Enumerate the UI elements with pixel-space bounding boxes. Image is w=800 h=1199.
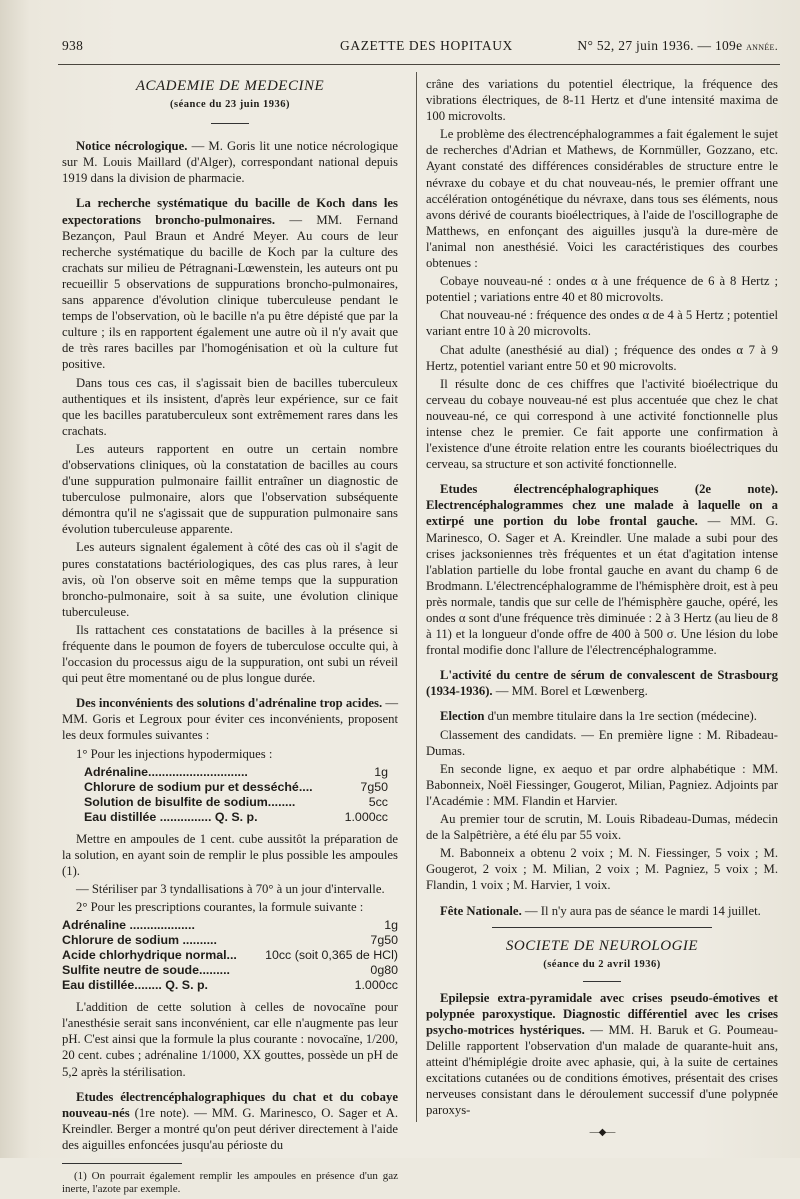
- article-heading: La recherche systématique du bacille de Koch dans les expectorations broncho-pulmonaires.: [62, 196, 398, 227]
- footnote: (1) On pourrait également remplir les ampoules en présence d'un gaz inerte, l'azote par exemple.: [62, 1169, 398, 1196]
- article-fete: [426, 903, 778, 919]
- article-text: d'un membre titulaire dans la 1re section (médecine).: [484, 709, 757, 724]
- paragraph: 1° Pour les injections hypodermiques :: [76, 746, 273, 761]
- paragraph: Mettre en ampoules de 1 cent. cube aussitôt la préparation de la solution, en ayant soin de remplir le plus possible les ampoules (1).: [62, 831, 398, 878]
- paragraph: M. Babonneix a obtenu 2 voix ; M. N. Fiessinger, 5 voix ; M. Gougerot, 2 voix ; M. Milian, 2 voix ; M. Pagniez, 5 voix ; M. Flandin, 1 voix ; M. Harvier, 1 voix.: [426, 846, 778, 893]
- title-rule: [583, 981, 621, 982]
- ingredient: Eau distillée........ Q. S. p.: [62, 978, 208, 993]
- article-text: — MM. Fernand Bezançon, Paul Braun et André Meyer. Au cours de leur recherche systématique du bacille de Koch par la culture des crachats sur milieu de Pétragnani-Lœwenstein, les auteurs ont pu recueillir 5 observations de suppurations broncho-pulmonaires, sans apparence d'évolution clinique tuberculeuse pendant le temps de l'observation, où le bacille n'a pu être dépisté que par la culture ; ils en rapportent également une autre où il n'y avait que de très rares bacilles par l'homogénisation et où la culture fut positive.: [62, 212, 398, 372]
- paragraph: Dans tous ces cas, il s'agissait bien de bacilles tuberculeux authentiques et ils insistent, d'après leur expérience, sur ce fait que les bacilles paratuberculeux sont extrêmement rares dans les crachats.: [62, 375, 398, 438]
- paragraph: crâne des variations du potentiel électrique, la fréquence des vibrations électriques, de 8-11 Hertz et d'une intensité maxima de 100 microvolts.: [426, 77, 778, 124]
- paragraph: En seconde ligne, ex aequo et par ordre alphabétique : MM. Babonneix, Noël Fiessinger, Gougerot, Milian, Pagniez. Adjoints par l'Académie : MM. Flandin et Harvier.: [426, 761, 778, 808]
- ingredient: Adrénaline.............................: [84, 764, 248, 779]
- article-notice: [62, 138, 398, 186]
- article-koch: [62, 195, 398, 372]
- formula-row: [62, 918, 398, 933]
- ingredient: Solution de bisulfite de sodium........: [84, 794, 296, 809]
- section-rule: [492, 927, 712, 928]
- article-heading: Epilepsie extra-pyramidale avec crises pseudo-émotives et polypnée paroxystique. Diagnostic différentiel avec les crises psycho-motrices hystériques.: [426, 990, 778, 1037]
- article-eeg-1: [62, 1089, 398, 1153]
- footnote-rule: [62, 1163, 182, 1164]
- article-text: — M. Goris lit une notice nécrologique sur M. Louis Maillard (d'Alger), correspondant national depuis 1919 dans la division de pharmacie.: [62, 139, 398, 186]
- quantity: 0g80: [370, 963, 398, 978]
- section-title: ACADEMIE DE MEDECINE: [135, 78, 325, 94]
- title-rule: [211, 123, 249, 124]
- article-eeg-2: [426, 481, 778, 658]
- ingredient: Chlorure de sodium ..........: [62, 933, 217, 948]
- page-header: [62, 38, 778, 58]
- formula-row: [62, 933, 398, 948]
- ingredient: Sulfite neutre de soude.........: [62, 963, 230, 978]
- paragraph: Classement des candidats. — En première ligne : M. Ribadeau-Dumas.: [426, 727, 778, 758]
- right-column: [426, 76, 778, 1141]
- article-serum: [426, 667, 778, 699]
- article-heading: Des inconvénients des solutions d'adrénaline trop acides.: [76, 696, 383, 711]
- article-heading: L'activité du centre de sérum de convalescent de Strasbourg (1934-1936).: [426, 668, 778, 699]
- ingredient: Acide chlorhydrique normal...: [62, 948, 237, 963]
- article-epilepsie: [426, 990, 778, 1119]
- article-text: — MM. Goris et Legroux pour éviter ces inconvénients, proposent les deux formules suivantes :: [62, 696, 399, 743]
- journal-title: GAZETTE DES HOPITAUX: [340, 38, 513, 53]
- paragraph: Les auteurs signalent également à côté des cas où il s'agit de pures constatations bactériologiques, des cas plus rares, à leur avis, où l'on observe soit en même temps que la suppuration broncho-pulmonaire, soit à sa suite, une évolution clinique tuberculeuse.: [62, 540, 398, 619]
- ingredient: Eau distillée ............... Q. S. p.: [84, 809, 258, 824]
- issue-date: N° 52, 27 juin 1936. — 109e: [577, 38, 743, 53]
- quantity: 7g50: [370, 933, 398, 948]
- formula-row: [84, 795, 388, 810]
- ingredient: Chlorure de sodium pur et desséché....: [84, 779, 313, 794]
- paragraph: Au premier tour de scrutin, M. Louis Ribadeau-Dumas, médecin de la Salpêtrière, a été élu par 55 voix.: [426, 812, 778, 843]
- formula-2: [62, 918, 398, 993]
- formula-row: [62, 963, 398, 978]
- paragraph: 2° Pour les prescriptions courantes, la formule suivante :: [76, 900, 364, 915]
- issue-info: [577, 38, 778, 54]
- article-election: [426, 708, 778, 724]
- quantity: 10cc (soit 0,365 de HCl): [265, 948, 398, 963]
- formula-row: [62, 948, 398, 963]
- header-rule: [58, 64, 780, 65]
- column-divider: [416, 72, 417, 1122]
- end-ornament: —◆—: [589, 1126, 615, 1138]
- quantity: 1g: [374, 764, 388, 779]
- quantity: 1.000cc: [354, 978, 398, 993]
- article-heading: Etudes électrencéphalographiques (2e note). Electrencéphalogrammes chez une malade à laquelle on a extirpé une portion du lobe frontal gauche.: [426, 482, 778, 529]
- article-heading: Fête Nationale.: [440, 903, 522, 918]
- article-text: (1re note). — MM. G. Marinesco, O. Sager et A. Kreindler. Berger a montré qu'on peut dériver directement à l'aide des aiguilles enfoncées jusqu'au périoste du: [62, 1105, 398, 1152]
- paragraph: Chat nouveau-né : fréquence des ondes α de 4 à 5 Hertz ; potentiel variant entre 10 à 20 microvolts.: [426, 308, 778, 339]
- page-number: 938: [62, 38, 84, 53]
- article-heading: Notice nécrologique.: [76, 139, 188, 154]
- article-text: — Il n'y aura pas de séance le mardi 14 juillet.: [521, 903, 761, 918]
- article-heading: Etudes électrencéphalographiques du chat et du cobaye nouveau-nés: [62, 1089, 398, 1120]
- ingredient: Adrénaline ...................: [62, 918, 195, 933]
- paragraph: Ils rattachent ces constatations de bacilles à la présence si fréquente dans le poumon de foyers de tuberculose occulte qui, à l'occasion du processus aigu de la suppuration, ont subi un réveil qui peut être momentané ou de plus longue durée.: [62, 622, 398, 686]
- quantity: 1.000cc: [344, 809, 388, 824]
- section-title: SOCIETE DE NEUROLOGIE: [505, 937, 699, 954]
- formula-1: [62, 765, 388, 825]
- formula-row: [84, 780, 388, 795]
- paragraph: Le problème des électrencéphalogrammes a fait également le sujet de recherches d'Adrian et Mathews, de Kornmüller, Gozzano, etc. Ayant constaté des différences considérables de structure entre le névraxe du cobaye et du chat nouveau-nés, le premier offrant une accélération ontogénétique du névraxe, dans tous ses éléments, nous avons dérivé de courants bioélectriques, à l'aide de l'oscillographe de Matthews, en enfonçant des aiguilles jusqu'à la dure-mère de l'animal non anesthésié. Voici les caractéristiques des courbes obtenues :: [426, 127, 778, 271]
- article-text: — MM. G. Marinesco, O. Sager et A. Kreindler. Une malade a subi pour des crises jacksoniennes très fréquentes et un état d'agitation intense l'ablation partielle du lobe frontal gauche en avant du champ 6 de Brodmann. L'électrencéphalogramme de l'hémisphère droit, est à peu près normale, tandis que sur celle de l'hémisphère gauche, opéré, les ondes α sont d'une fréquence très diminuée : 2 à 3 Hertz (au lieu de 8 à 11) et la longueur d'onde offre de 400 à 500 σ. Une lésion du lobe frontal modifie donc l'allure de l'électrencéphalogramme.: [426, 514, 778, 658]
- quantity: 5cc: [368, 794, 388, 809]
- formula-row: [62, 978, 398, 993]
- paragraph: L'addition de cette solution à celles de novocaïne pour l'anesthésie serait sans inconvénient, car elle n'augmente pas leur pH. C'est ainsi que la formule la plus courante : novocaïne, 1/200, 20 cent. cubes ; adrénaline 1/1000, XX gouttes, possède un pH de 5,2 après la stérilisation.: [62, 1000, 398, 1079]
- article-text: — MM. Borel et Lœwenberg.: [492, 684, 648, 699]
- left-column: [62, 76, 398, 1199]
- paragraph: Il résulte donc de ces chiffres que l'activité bioélectrique du cerveau du cobaye nouveau-né est plus accentuée que chez le chat nouveau-né, ce qui correspond à une activité fonctionnelle plus intense chez le premier. Ce fait apporte une confirmation à l'existence d'une étroite relation entre les courants bioélectriques du cerveau, sa structure et son activité fonctionnelle.: [426, 376, 778, 472]
- paragraph: Chat adulte (anesthésié au dial) ; fréquence des ondes α 7 à 9 Hertz, potentiel variant entre 50 et 90 microvolts.: [426, 342, 778, 373]
- article-text: — MM. H. Baruk et G. Poumeau-Delille rapportent l'observation d'un malade de quarante-huit ans, atteint d'hémiplégie droite avec aphasie, qui, à la suite de certaines excitations cutanées ou de conditions émotives, présentait des crises nerveuses consistant dans le déroulement successif d'une polypnée paroxys-: [426, 1022, 778, 1118]
- issue-annee: année.: [746, 39, 778, 53]
- article-adrenaline: [62, 695, 398, 743]
- quantity: 7g50: [360, 779, 388, 794]
- paragraph: — Stériliser par 3 tyndallisations à 70° à un jour d'intervalle.: [76, 881, 385, 896]
- formula-row: [84, 765, 388, 780]
- paragraph: Les auteurs rapportent en outre un certain nombre d'observations cliniques, où la constatation de bacilles au cours d'une suppuration pulmonaire faillit entraîner un diagnostic de tuberculose pulmonaire, alors que l'observation subséquente démontra qu'il ne s'agissait que de suppuration pulmonaire sans évolution tuberculeuse apparente.: [62, 441, 398, 537]
- section-subtitle: (séance du 2 avril 1936): [543, 958, 661, 970]
- formula-row: [84, 810, 388, 825]
- quantity: 1g: [384, 918, 398, 933]
- paragraph: Cobaye nouveau-né : ondes α à une fréquence de 6 à 8 Hertz ; potentiel ; variations entre 40 et 80 microvolts.: [426, 274, 778, 305]
- section-subtitle: (séance du 23 juin 1936): [170, 99, 290, 111]
- article-heading: Election: [440, 709, 485, 724]
